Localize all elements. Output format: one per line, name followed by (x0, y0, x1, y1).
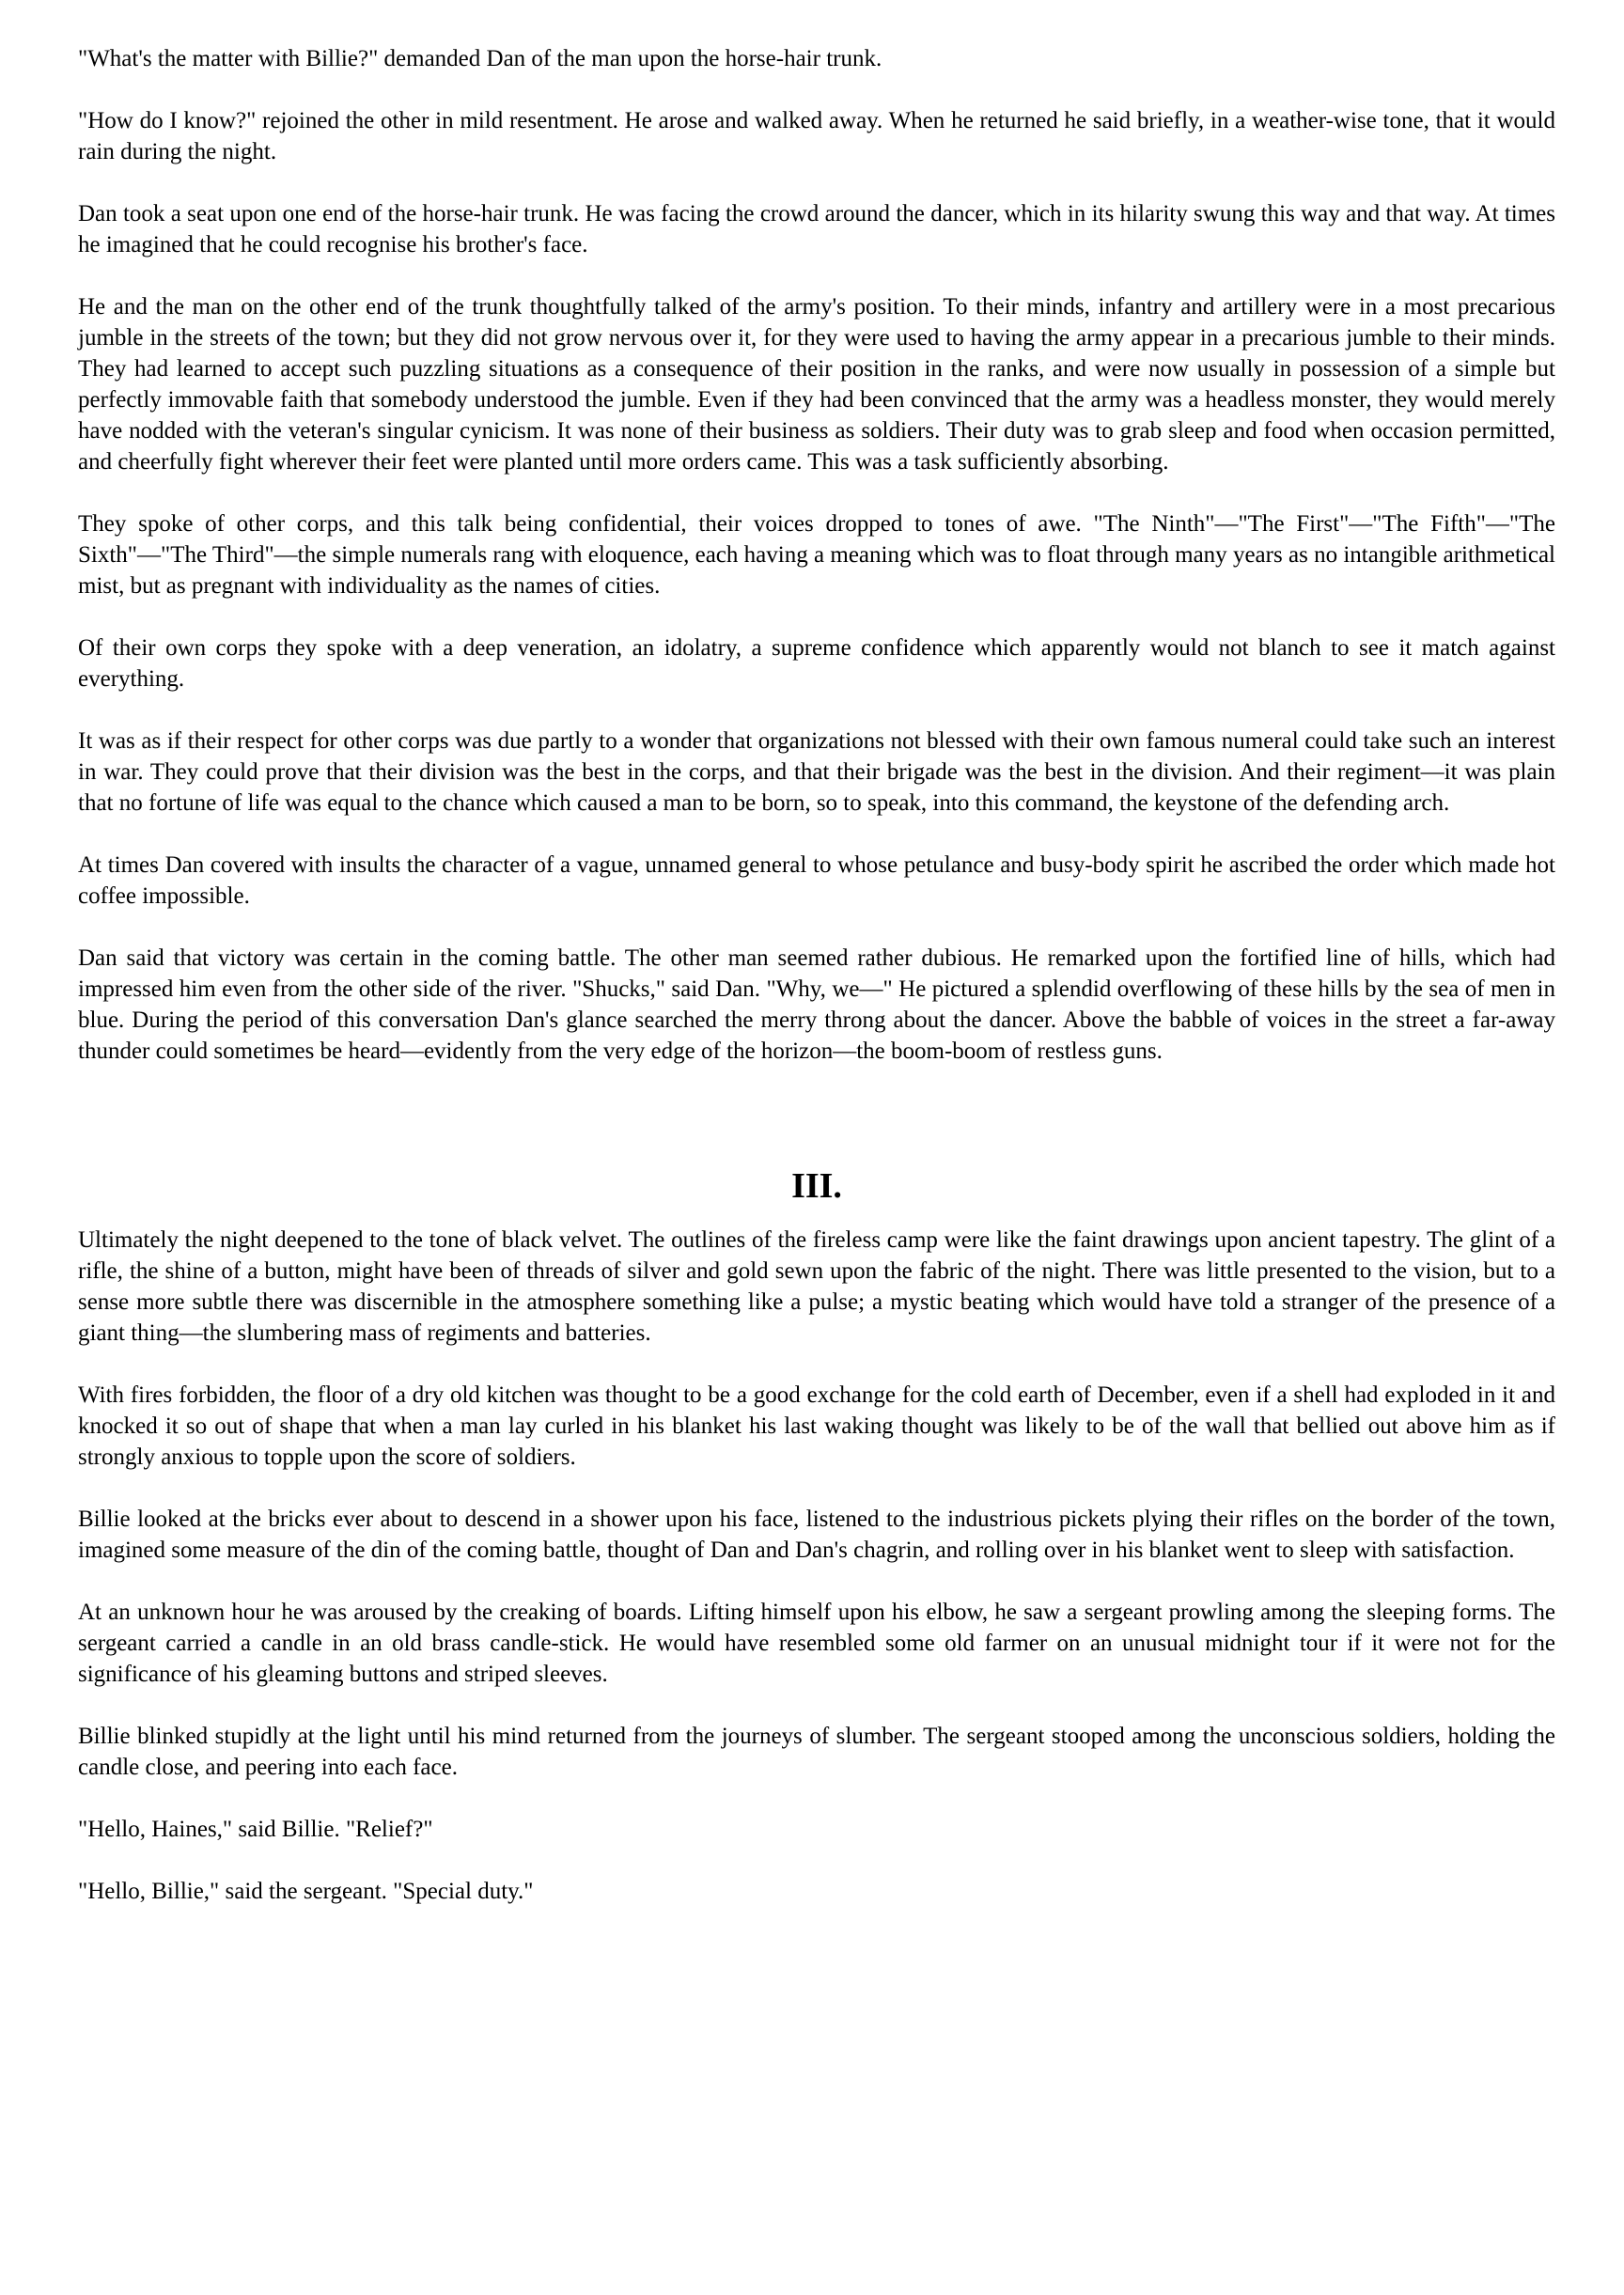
paragraph: Dan took a seat upon one end of the horse-hair trunk. He was facing the crowd around the dancer, which in its hilarity swung this way and that way. At times he imagined that he could recognise his brother's face. (78, 201, 1555, 258)
paragraph: With fires forbidden, the floor of a dry old kitchen was thought to be a good exchange for the cold earth of December, even if a shell had exploded in it and knocked it so out of shape that when a man lay curled in his blanket his last waking thought was likely to be of the wall that bellied out above him as if strongly anxious to topple upon the score of soldiers. (78, 1382, 1555, 1470)
paragraph: Billie blinked stupidly at the light until his mind returned from the journeys of slumber. The sergeant stooped among the unconscious soldiers, holding the candle close, and peering into each face. (78, 1724, 1555, 1780)
document-page (78, 43, 1555, 1938)
paragraph: It was as if their respect for other corps was due partly to a wonder that organizations not blessed with their own famous numeral could take such an interest in war. They could prove that their division was the best in the corps, and that their brigade was the best in the division. And their regiment—it was plain that no fortune of life was equal to the chance which caused a man to be born, so to speak, into this command, the keystone of the defending arch. (78, 728, 1555, 816)
paragraph: "What's the matter with Billie?" demanded Dan of the man upon the horse-hair trunk. (78, 46, 882, 71)
paragraph: At an unknown hour he was aroused by the creaking of boards. Lifting himself upon his elbow, he saw a sergeant prowling among the sleeping forms. The sergeant carried a candle in an old brass candle-stick. He would have resembled some old farmer on an unusual midnight tour if it were not for the significance of his gleaming buttons and striped sleeves. (78, 1600, 1555, 1687)
paragraph: Ultimately the night deepened to the tone of black velvet. The outlines of the fireless camp were like the faint drawings upon ancient tapestry. The glint of a rifle, the shine of a button, might have been of threads of silver and gold sewn upon the fabric of the night. There was little presented to the vision, but to a sense more subtle there was discernible in the atmosphere something like a pulse; a mystic beating which would have told a stranger of the presence of a giant thing—the slumbering mass of regiments and batteries. (78, 1227, 1555, 1346)
paragraph: "How do I know?" rejoined the other in mild resentment. He arose and walked away. When he returned he said briefly, in a weather-wise tone, that it would rain during the night. (78, 108, 1555, 164)
chapter-heading: III. (791, 1166, 842, 1206)
paragraph: He and the man on the other end of the trunk thoughtfully talked of the army's position. To their minds, infantry and artillery were in a most precarious jumble in the streets of the town; but they did not grow nervous over it, for they were used to having the army appear in a precarious jumble to their minds. They had learned to accept such puzzling situations as a consequence of their position in the ranks, and were now usually in possession of a simple but perfectly immovable faith that somebody understood the jumble. Even if they had been convinced that the army was a headless monster, they would merely have nodded with the veteran's singular cynicism. It was none of their business as soldiers. Their duty was to grab sleep and food when occasion permitted, and cheerfully fight wherever their feet were planted until more orders came. This was a task sufficiently absorbing. (78, 294, 1555, 475)
paragraph: Billie looked at the bricks ever about to descend in a shower upon his face, listened to the industrious pickets plying their rifles on the border of the town, imagined some measure of the din of the coming battle, thought of Dan and Dan's chagrin, and rolling over in his blanket went to sleep with satisfaction. (78, 1507, 1555, 1563)
paragraph: Dan said that victory was certain in the coming battle. The other man seemed rather dubious. He remarked upon the fortified line of hills, which had impressed him even from the other side of the river. "Shucks," said Dan. "Why, we—" He pictured a splendid overflowing of these hills by the sea of men in blue. During the period of this conversation Dan's glance searched the merry throng about the dancer. Above the babble of voices in the street a far-away thunder could sometimes be heard—evidently from the very edge of the horizon—the boom-boom of restless guns. (78, 945, 1555, 1064)
paragraph: They spoke of other corps, and this talk being confidential, their voices dropped to tones of awe. "The Ninth"—"The First"—"The Fifth"—"The Sixth"—"The Third"—the simple numerals rang with eloquence, each having a meaning which was to float through many years as no intangible arithmetical mist, but as pregnant with individuality as the names of cities. (78, 511, 1555, 599)
paragraph: At times Dan covered with insults the character of a vague, unnamed general to whose petulance and busy-body spirit he ascribed the order which made hot coffee impossible. (78, 852, 1555, 909)
paragraph: Of their own corps they spoke with a deep veneration, an idolatry, a supreme confidence which apparently would not blanch to see it match against everything. (78, 635, 1555, 692)
paragraph: "Hello, Haines," said Billie. "Relief?" (78, 1817, 433, 1842)
paragraph: "Hello, Billie," said the sergeant. "Special duty." (78, 1879, 534, 1904)
